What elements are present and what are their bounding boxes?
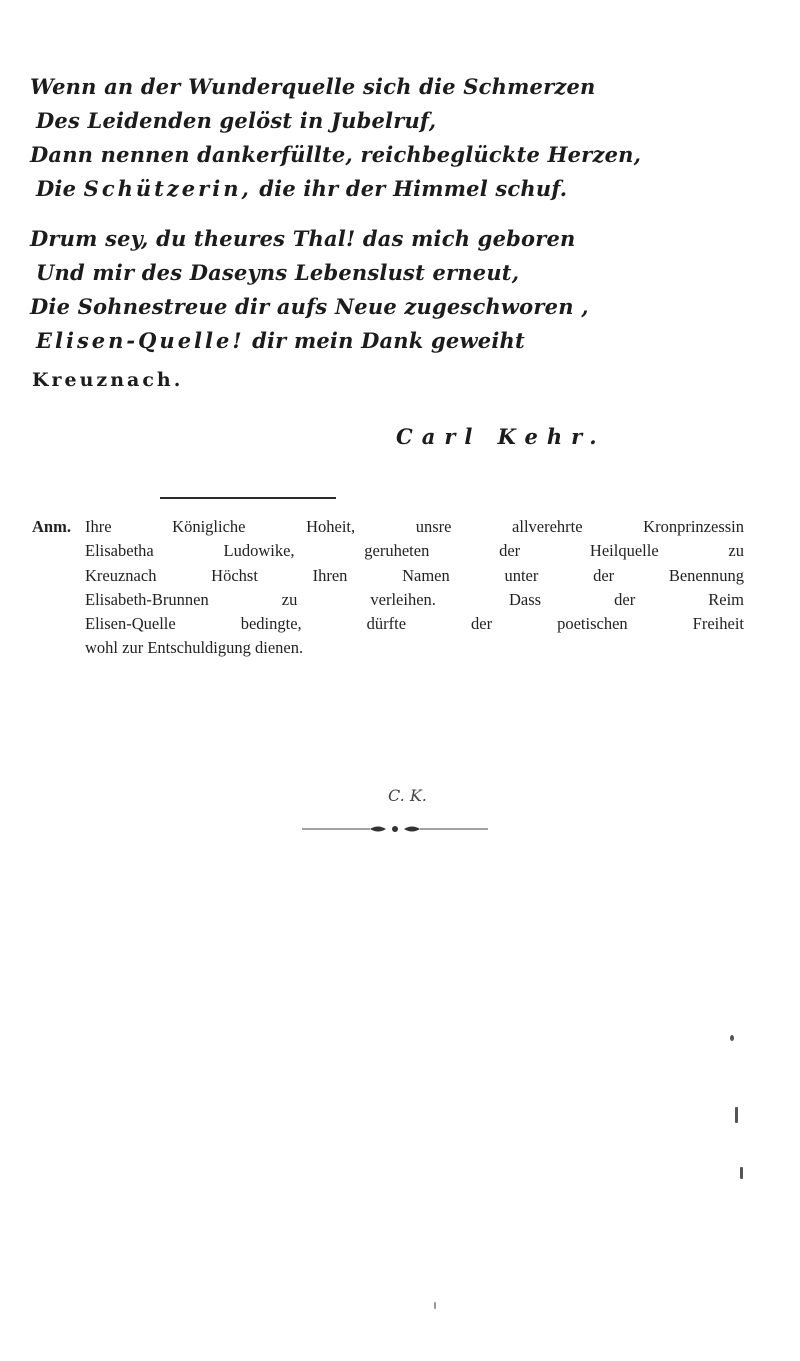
poem-line-4-article: Die (36, 176, 77, 201)
footnote-line: Ihre Königliche Hoheit, unsre allverehrte Kronprinzessin (85, 517, 744, 536)
poem-line-3: Dann nennen dankerfüllte, reichbeglückte Herzen, (30, 142, 642, 167)
paper-speck (740, 1167, 743, 1179)
footnote-label: Anm. (32, 517, 71, 536)
poem-stanza-2 (30, 222, 770, 358)
place-of-writing: Kreuznach. (32, 369, 184, 391)
poem-line-8 (30, 324, 770, 358)
poem-line-4-rest: die ihr der Himmel schuf. (259, 176, 568, 201)
poem-line-8-rest: dir mein Dank geweiht (252, 328, 525, 353)
poem-stanza-1 (30, 70, 770, 206)
poem-line-4 (30, 172, 770, 206)
poem-line-6: Und mir des Daseyns Lebenslust erneut, (36, 260, 520, 285)
poem-line-4-name: Schützerin, (83, 176, 252, 201)
paper-speck (434, 1302, 436, 1309)
paper-speck (735, 1107, 738, 1123)
footnote-line: Elisabetha Ludowike, geruheten der Heilquelle zu (85, 541, 744, 561)
poem-line-5: Drum sey, du theures Thal! das mich geboren (30, 226, 576, 251)
divider-rule (160, 497, 336, 499)
poem-line-1: Wenn an der Wunderquelle sich die Schmerzen (30, 74, 596, 99)
footnote-line: Elisabeth-Brunnen zu verleihen. Dass der Reim (85, 589, 744, 609)
footnote-line: Elisen-Quelle bedingte, dürfte der poetischen Freiheit (85, 614, 744, 634)
ornament-divider (300, 823, 490, 835)
footnote-line: Kreuznach Höchst Ihren Namen unter der Benennung (85, 565, 744, 585)
poem-line-7: Die Sohnestreue dir aufs Neue zugeschworen , (30, 294, 589, 319)
footnote-initials: C. K. (388, 786, 427, 805)
footnote-line: wohl zur Entschuldigung dienen. (85, 638, 304, 658)
poem-line-2: Des Leidenden gelöst in Jubelruf, (36, 108, 437, 133)
footnote (32, 515, 744, 661)
paper-speck (730, 1035, 734, 1041)
poem-line-8-name: Elisen-Quelle! (36, 328, 245, 353)
author-signature: Carl Kehr. (396, 424, 606, 449)
